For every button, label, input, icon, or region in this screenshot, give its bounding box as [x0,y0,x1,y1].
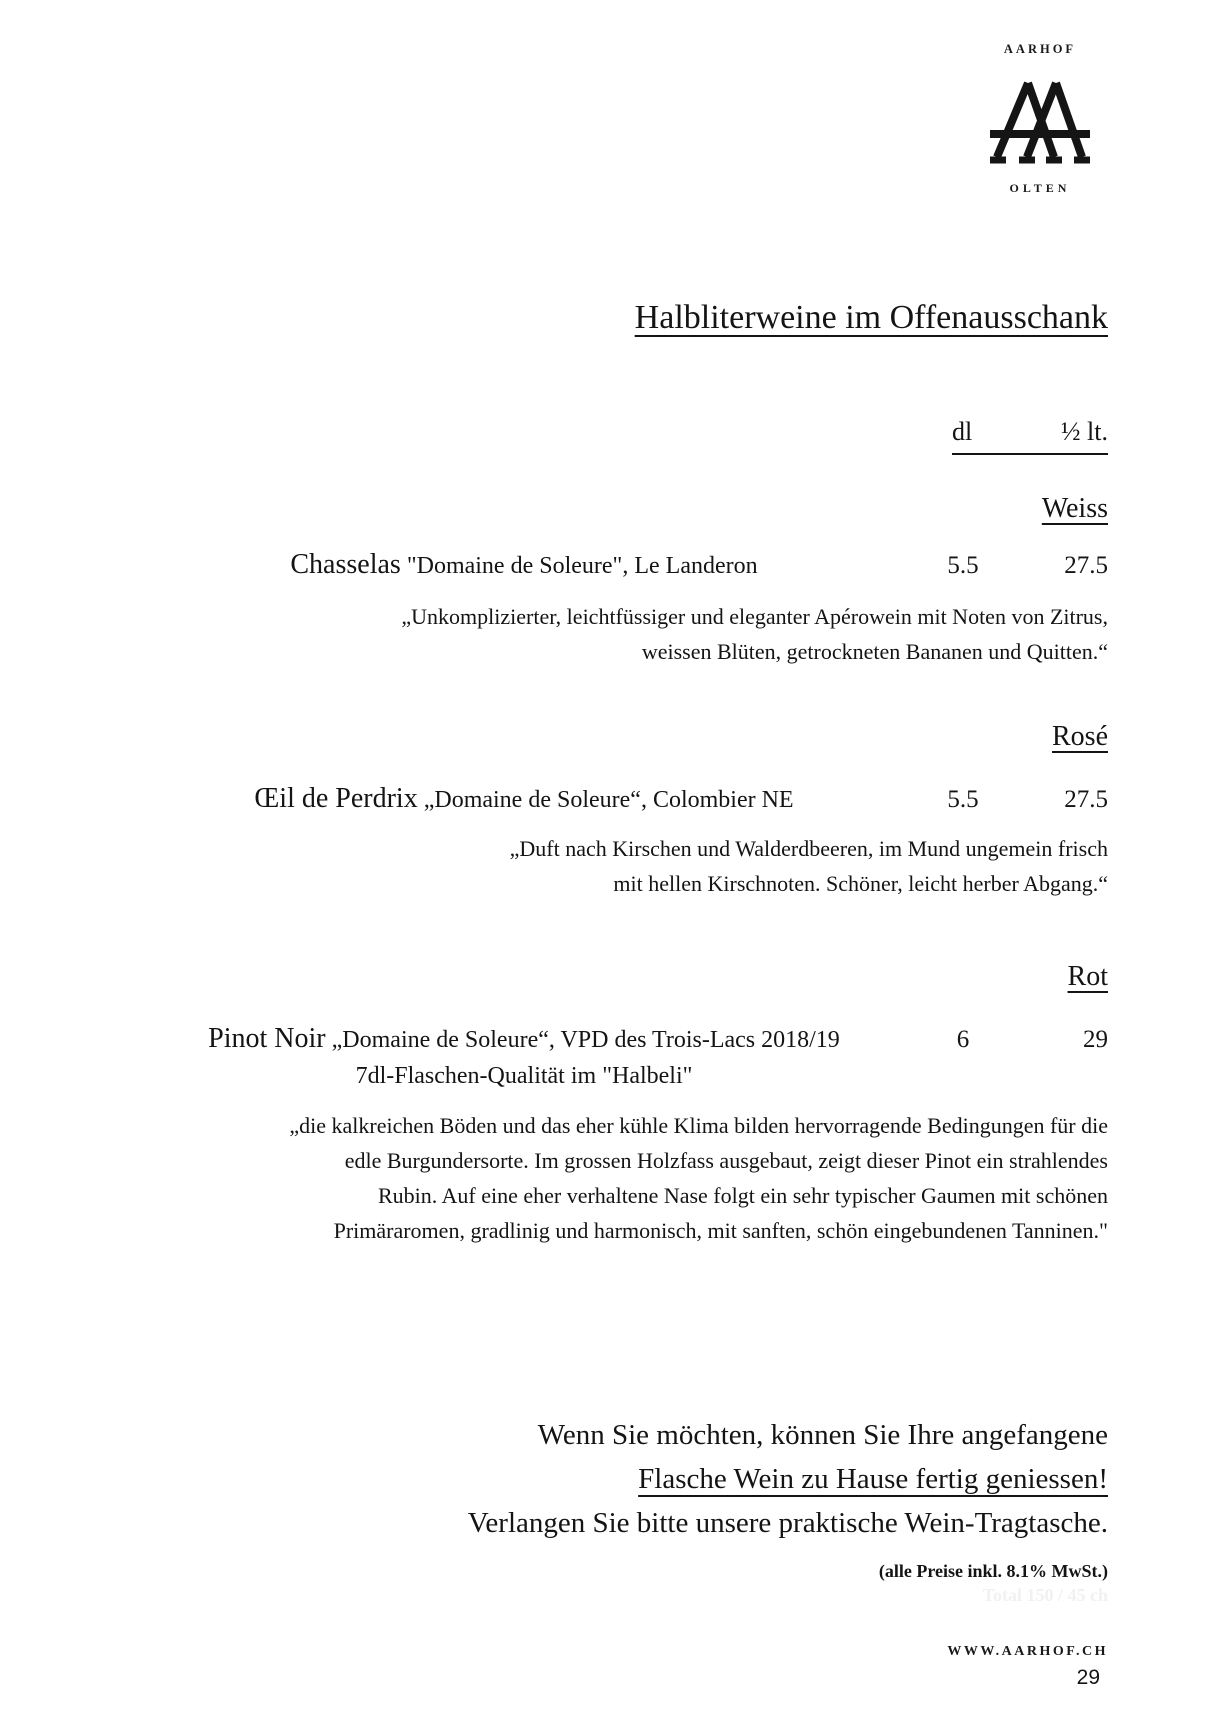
wine-row [120,783,1108,815]
wine-subtitle: 7dl-Flaschen-Qualität im "Halbeli" [355,1063,693,1089]
faint-total-note: Total 150 / 45 ch [982,1585,1108,1605]
logo-block [970,42,1110,196]
takeaway-line-1: Wenn Sie möchten, können Sie Ihre angefangene [537,1419,1108,1451]
page-title: Halbliterweine im Offenausschank [634,299,1108,336]
wine-description-line: „Duft nach Kirschen und Walderdbeeren, im Mund ungemein frisch [509,836,1108,861]
wine-description-line: weissen Blüten, getrockneten Bananen und Quitten.“ [641,639,1108,664]
takeaway-line-2: Flasche Wein zu Hause fertig geniessen! [638,1463,1108,1495]
price-dl: 6 [956,1026,970,1053]
wine-description [120,599,1108,669]
wine-row [120,1023,1108,1090]
section-heading-rose: Rosé [1052,721,1108,752]
section-heading-weiss: Weiss [1041,493,1108,524]
wine-name [120,549,928,581]
wine-description-line: edle Burgundersorte. Im grossen Holzfass ausgebaut, zeigt dieser Pinot ein strahlendes [344,1148,1108,1173]
price-columns-underline [952,417,1108,455]
aa-monogram-icon [970,79,1110,165]
wine-description-line: mit hellen Kirschnoten. Schöner, leicht herber Abgang.“ [613,871,1108,896]
wine-name-rest: „Domaine de Soleure“, VPD des Trois-Lacs 2018/19 [331,1027,840,1053]
wine-name-main: Chasselas [290,549,401,580]
wine-name-rest: „Domaine de Soleure“, Colombier NE [423,787,794,813]
vat-note: (alle Preise inkl. 8.1% MwSt.) [878,1561,1108,1581]
takeaway-note [120,1413,1108,1545]
price-half-liter: 27.5 [1064,552,1108,579]
wine-name [120,1023,928,1090]
brand-name: AARHOF [1003,42,1077,56]
wine-name-main: Œil de Perdrix [254,783,418,814]
wine-description-line: „Unkomplizierter, leichtfüssiger und eleganter Apérowein mit Noten von Zitrus, [401,604,1108,629]
wine-description [120,1108,1108,1248]
wine-row [120,549,1108,581]
price-half-liter: 29 [1083,1026,1108,1053]
price-half-liter: 27.5 [1064,786,1108,813]
website-url: WWW.AARHOF.CH [947,1644,1108,1659]
wine-description-line: Primäraromen, gradlinig und harmonisch, mit sanften, schön eingebundenen Tanninen." [333,1218,1108,1243]
page-number: 29 [1076,1666,1100,1689]
wine-description-line: „die kalkreichen Böden und das eher kühle Klima bilden hervorragende Bedingungen für die [289,1113,1108,1138]
wine-name-main: Pinot Noir [208,1023,326,1054]
price-dl: 5.5 [947,786,979,813]
brand-city: OLTEN [1009,181,1071,195]
menu-content [0,299,1222,1690]
wine-description-line: Rubin. Auf eine eher verhaltene Nase folgt ein sehr typischer Gaumen mit schönen [377,1183,1108,1208]
wine-name-rest: "Domaine de Soleure", Le Landeron [406,553,758,579]
half-liter-column-label: ½ lt. [1061,417,1108,446]
price-dl: 5.5 [947,552,979,579]
takeaway-line-3: Verlangen Sie bitte unsere praktische Wein-Tragtasche. [467,1507,1108,1539]
wine-name-line [120,1023,928,1055]
price-columns-header [120,417,1108,455]
dl-column-label: dl [952,417,973,446]
wine-name [120,783,928,815]
section-heading-rot: Rot [1067,961,1108,992]
wine-description [120,831,1108,901]
